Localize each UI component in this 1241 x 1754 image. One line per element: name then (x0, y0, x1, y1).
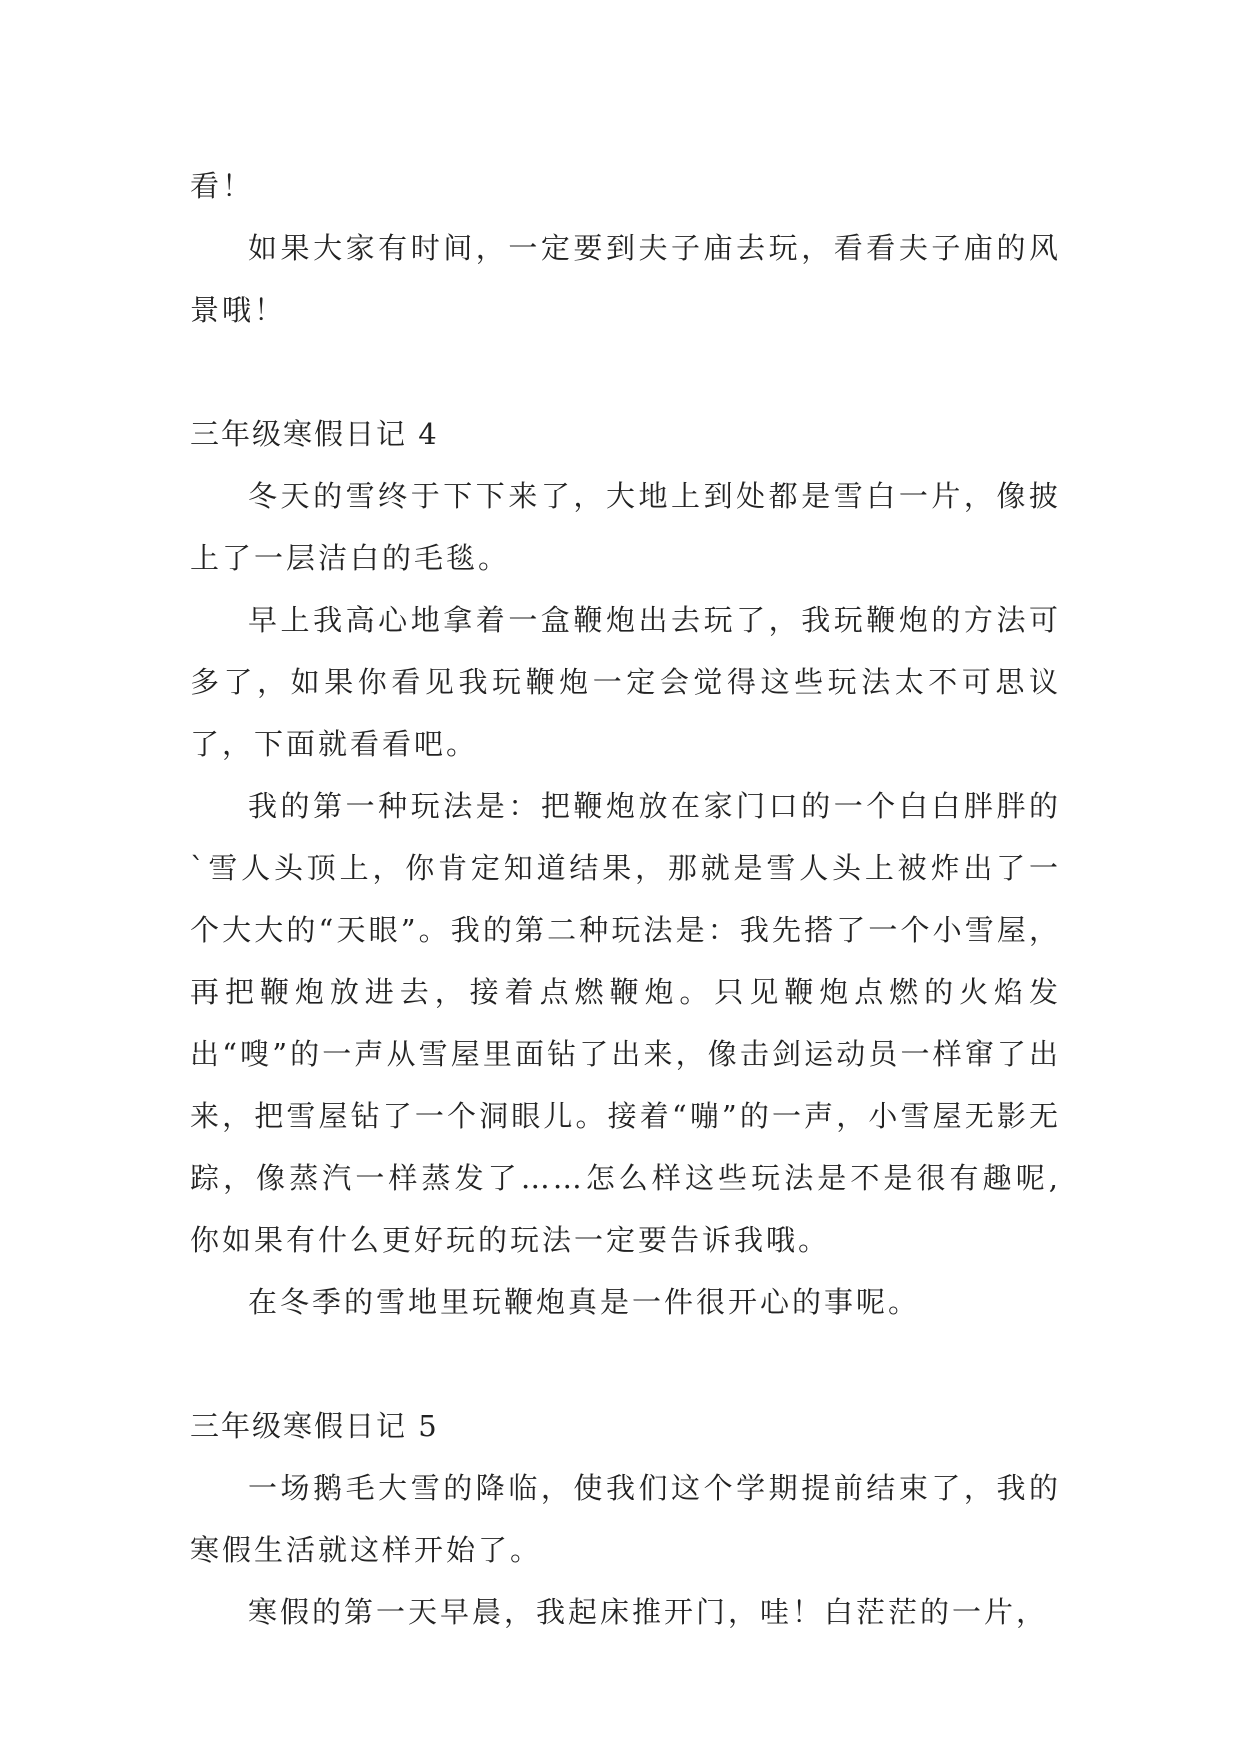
section-title-5: 三年级寒假日记 5 (190, 1409, 439, 1443)
continuation-text: 看！ (190, 169, 255, 203)
section-title-4: 三年级寒假日记 4 (190, 417, 439, 451)
paragraph: 寒假的第一天早晨，我起床推开门，哇！白茫茫的一片， (248, 1595, 1049, 1629)
section-gap (190, 1333, 1061, 1395)
paragraph: 早上我高心地拿着一盒鞭炮出去玩了，我玩鞭炮的方法可多了，如果你看见我玩鞭炮一定会觉得这些玩法太不可思议了，下面就看看吧。 (190, 603, 1061, 761)
paragraph: 我的第一种玩法是：把鞭炮放在家门口的一个白白胖胖的`雪人头顶上，你肯定知道结果，那就是雪人头上被炸出了一个大大的“天眼”。我的第二种玩法是：我先搭了一个小雪屋，再把鞭炮放进去，接着点燃鞭炮。只见鞭炮点燃的火焰发出“嗖”的一声从雪屋里面钻了出来，像击剑运动员一样窜了出来，把雪屋钻了一个洞眼儿。接着“嘣”的一声，小雪屋无影无踪，像蒸汽一样蒸发了……怎么样这些玩法是不是很有趣呢,你如果有什么更好玩的玩法一定要告诉我哦。 (190, 789, 1061, 1257)
paragraph: 在冬季的雪地里玩鞭炮真是一件很开心的事呢。 (248, 1285, 921, 1319)
paragraph: 冬天的雪终于下下来了，大地上到处都是雪白一片，像披上了一层洁白的毛毯。 (190, 479, 1061, 575)
paragraph: 一场鹅毛大雪的降临，使我们这个学期提前结束了，我的寒假生活就这样开始了。 (190, 1471, 1061, 1567)
section-gap (190, 341, 1061, 403)
paragraph: 如果大家有时间，一定要到夫子庙去玩，看看夫子庙的风景哦！ (190, 231, 1061, 327)
